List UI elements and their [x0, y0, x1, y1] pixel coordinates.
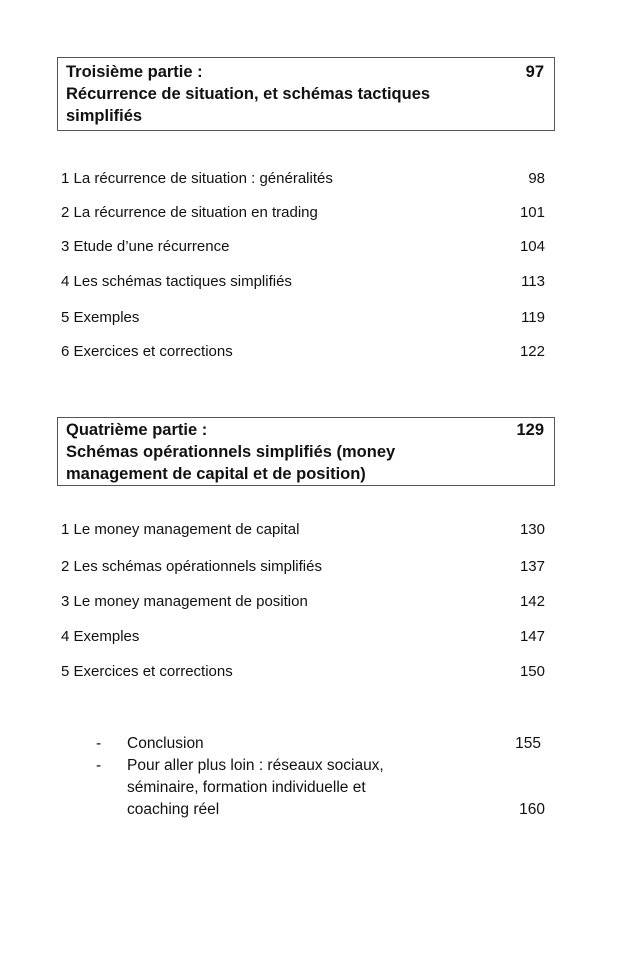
part4-header-box — [57, 417, 555, 486]
conclusion-page: 155 — [515, 735, 541, 752]
toc-entry-page: 142 — [519, 593, 545, 610]
part3-title-line: simplifiés — [66, 107, 143, 125]
toc-entry-label: 6 Exercices et corrections — [61, 343, 233, 360]
toc-entry-page: 150 — [519, 663, 545, 680]
toc-entry-label: 1 Le money management de capital — [61, 521, 300, 538]
further-label-line: Pour aller plus loin : réseaux sociaux, — [127, 757, 384, 774]
toc-entry[interactable] — [57, 342, 545, 362]
further-entry[interactable] — [0, 755, 640, 777]
toc-entry-label: 3 Le money management de position — [61, 593, 308, 610]
toc-entry[interactable] — [57, 520, 545, 540]
toc-entry-page: 119 — [521, 309, 545, 326]
part4-title-line: Quatrième partie : — [66, 421, 208, 439]
further-label-line: coaching réel — [127, 801, 220, 818]
toc-entry-page: 98 — [528, 170, 545, 187]
toc-entry-page: 122 — [519, 343, 545, 360]
toc-entry[interactable] — [57, 169, 545, 189]
toc-entry-label: 1 La récurrence de situation : généralités — [61, 170, 333, 187]
toc-entry-label: 5 Exemples — [61, 309, 140, 326]
toc-entry-label: 2 Les schémas opérationnels simplifiés — [61, 558, 322, 575]
further-entry-cont — [0, 777, 640, 799]
toc-entry[interactable] — [57, 272, 545, 292]
toc-entry-page: 101 — [519, 204, 545, 221]
further-label-line: séminaire, formation individuelle et — [127, 779, 366, 796]
toc-entry-page: 147 — [519, 628, 545, 645]
toc-entry-page: 113 — [521, 273, 545, 290]
toc-entry[interactable] — [57, 237, 545, 257]
part3-title-line: Récurrence de situation, et schémas tactiques — [66, 85, 431, 103]
part3-title-line: Troisième partie : — [66, 63, 203, 81]
bullet-dash: - — [96, 757, 102, 774]
toc-entry[interactable] — [57, 308, 545, 328]
further-entry-cont — [0, 799, 640, 821]
toc-entry-page: 137 — [519, 558, 545, 575]
bullet-dash: - — [96, 735, 102, 752]
part3-header-box — [57, 57, 555, 131]
conclusion-entry[interactable] — [0, 733, 640, 755]
toc-entry-label: 2 La récurrence de situation en trading — [61, 204, 318, 221]
toc-entry-label: 5 Exercices et corrections — [61, 663, 233, 680]
part4-page-number: 129 — [516, 421, 544, 439]
toc-entry-page: 104 — [519, 238, 545, 255]
part4-title-line: Schémas opérationnels simplifiés (money — [66, 443, 396, 461]
further-page: 160 — [519, 801, 545, 818]
toc-entry-label: 3 Etude d’une récurrence — [61, 238, 230, 255]
toc-entry-label: 4 Les schémas tactiques simplifiés — [61, 273, 292, 290]
part4-title-line: management de capital et de position) — [66, 465, 366, 483]
part3-page-number: 97 — [525, 63, 544, 81]
toc-entry[interactable] — [57, 557, 545, 577]
toc-entry[interactable] — [57, 662, 545, 682]
toc-entry-label: 4 Exemples — [61, 628, 140, 645]
toc-entry[interactable] — [57, 627, 545, 647]
toc-entry[interactable] — [57, 203, 545, 223]
toc-entry-page: 130 — [519, 521, 545, 538]
toc-entry[interactable] — [57, 592, 545, 612]
conclusion-label: Conclusion — [127, 735, 204, 752]
